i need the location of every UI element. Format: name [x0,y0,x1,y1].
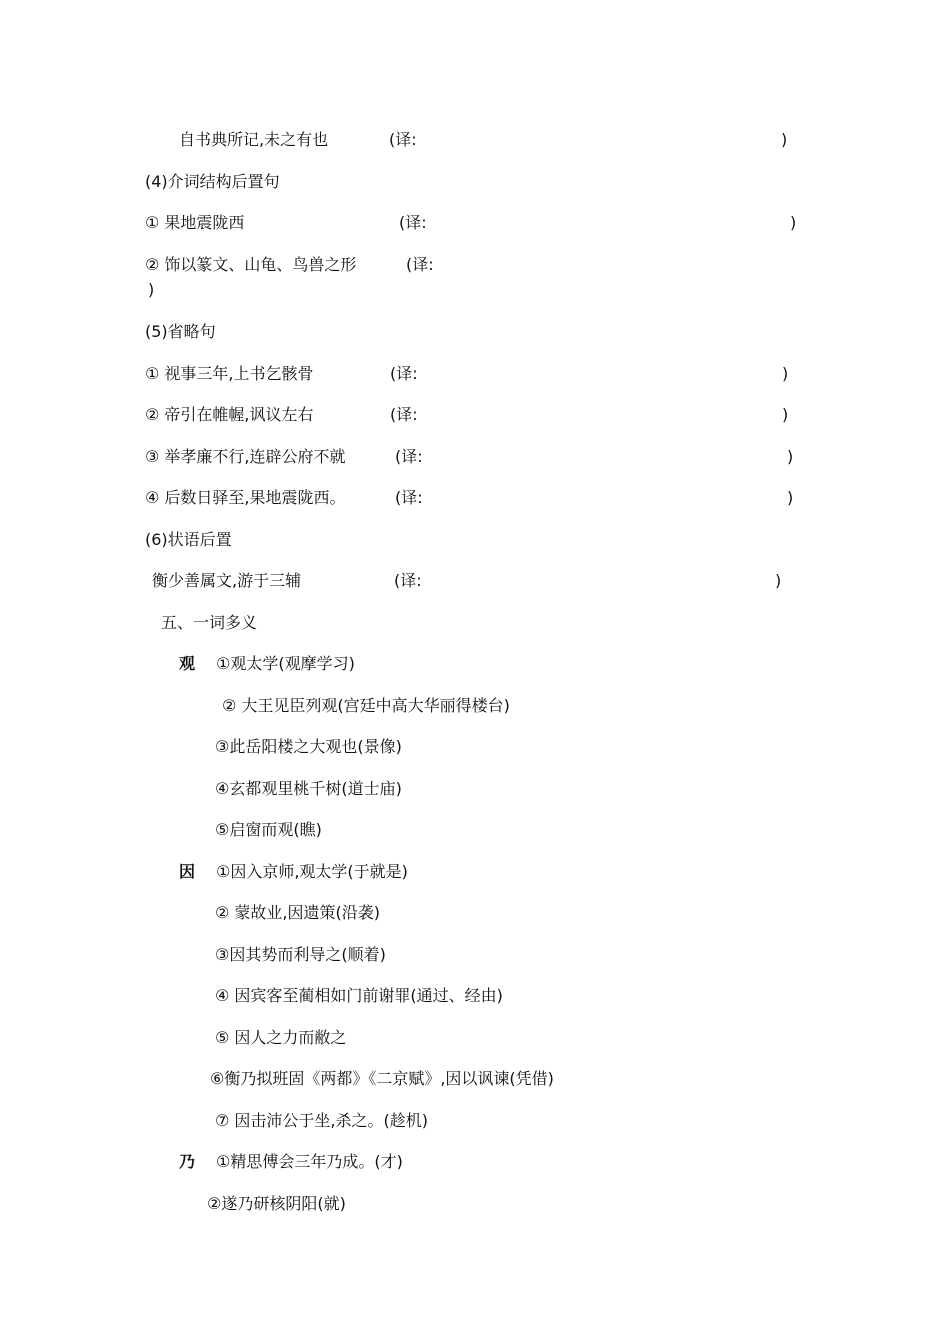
translation-label: (译: [394,571,422,590]
sense-item: ④玄都观里桃千树(道士庙) [215,779,402,798]
sense-item: ④ 因宾客至蔺相如门前谢罪(通过、经由) [215,986,503,1005]
keyword-nai: 乃 [179,1152,196,1171]
translation-label: (译: [389,130,417,149]
translation-close: ) [787,488,794,507]
keyword-yin: 因 [179,862,196,881]
sense-item: ⑤启窗而观(瞧) [215,820,322,839]
translation-label: (译: [390,405,418,424]
translation-label: (译: [406,255,434,274]
sentence-text: ① 果地震陇西 [145,213,245,232]
sentence-text: 衡少善属文,游于三辅 [152,571,302,590]
translation-close: ) [148,280,155,299]
translation-label: (译: [399,213,427,232]
sense-item: ①精思傅会三年乃成。(才) [216,1152,403,1171]
sentence-text: 自书典所记,未之有也 [179,130,329,149]
sense-item: ② 大王见臣列观(宫廷中高大华丽得楼台) [222,696,510,715]
sense-item: ②遂乃研核阴阳(就) [207,1194,346,1213]
sense-item: ② 蒙故业,因遗策(沿袭) [215,903,381,922]
translation-label: (译: [395,447,423,466]
sense-item: ①因入京师,观太学(于就是) [216,862,408,881]
translation-close: ) [782,405,789,424]
sense-item: ③因其势而利导之(顺着) [215,945,386,964]
section-heading-omit: (5)省略句 [145,322,216,341]
sense-item: ①观太学(观摩学习) [216,654,355,673]
translation-close: ) [781,130,788,149]
translation-label: (译: [390,364,418,383]
section-heading-prep: (4)介词结构后置句 [145,172,280,191]
section-heading-adverbial: (6)状语后置 [145,530,232,549]
part-heading-polysemy: 五、一词多义 [161,613,258,632]
translation-close: ) [787,447,794,466]
sense-item: ⑥衡乃拟班固《两都》《二京赋》,因以讽谏(凭借) [210,1069,554,1088]
translation-label: (译: [395,488,423,507]
translation-close: ) [775,571,782,590]
sentence-text: ② 帝引在帷幄,讽议左右 [145,405,314,424]
sentence-text: ① 视事三年,上书乞骸骨 [145,364,314,383]
keyword-guan: 观 [179,654,196,673]
sense-item: ⑤ 因人之力而敝之 [215,1028,347,1047]
sense-item: ⑦ 因击沛公于坐,杀之。(趁机) [215,1111,429,1130]
sentence-text: ③ 举孝廉不行,连辟公府不就 [145,447,346,466]
sentence-text: ④ 后数日驿至,果地震陇西。 [145,488,346,507]
sense-item: ③此岳阳楼之大观也(景像) [215,737,402,756]
translation-close: ) [790,213,797,232]
sentence-text: ② 饰以篆文、山龟、鸟兽之形 [145,255,357,274]
translation-close: ) [782,364,789,383]
